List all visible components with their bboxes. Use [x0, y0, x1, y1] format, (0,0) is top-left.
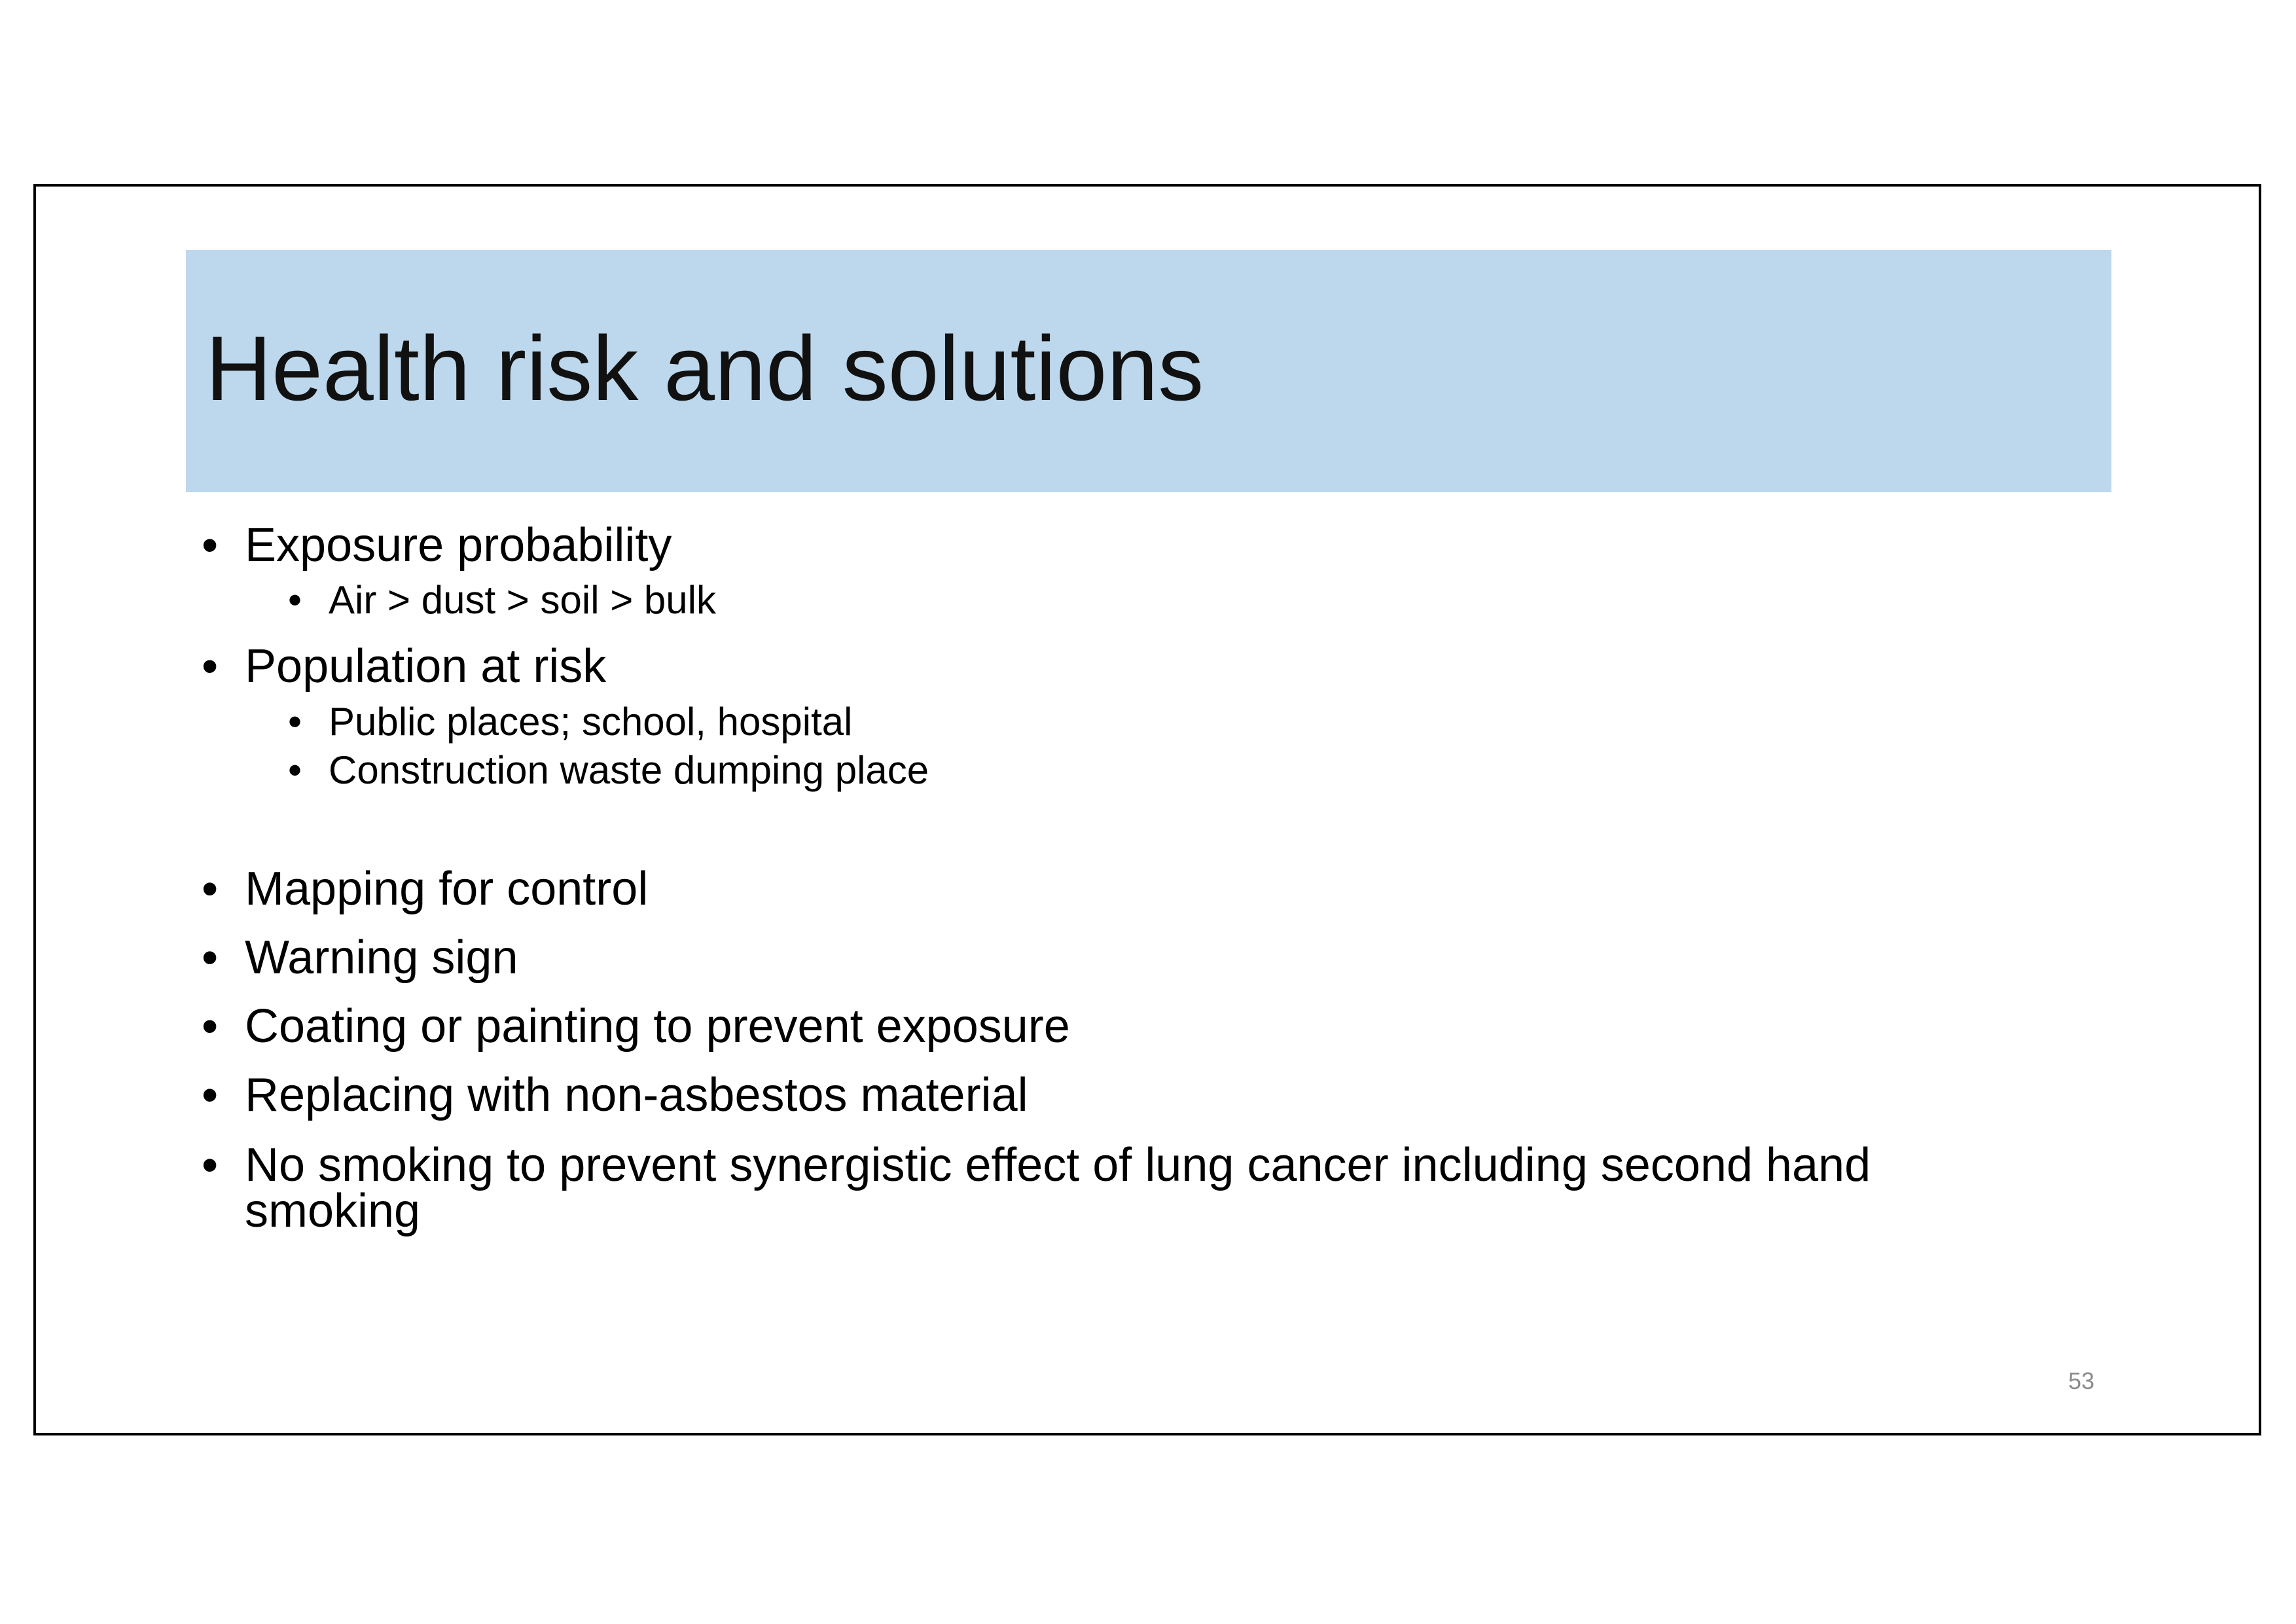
- bullet-exposure-probability: Exposure probability: [245, 519, 672, 571]
- bullet-coating-or-painting: Coating or painting to prevent exposure: [245, 1000, 1070, 1053]
- bullet-icon: •: [202, 863, 219, 915]
- bullet-icon: •: [202, 1069, 219, 1121]
- sub-bullet-construction-waste: Construction waste dumping place: [329, 748, 929, 792]
- bullet-icon: •: [288, 578, 302, 622]
- bullet-icon: •: [202, 1000, 219, 1053]
- bullet-no-smoking-line-2: smoking: [245, 1185, 421, 1237]
- bullet-no-smoking-line-1: No smoking to prevent synergistic effect of lung cancer including second hand: [245, 1139, 1871, 1191]
- bullet-icon: •: [288, 700, 302, 744]
- bullet-icon: •: [202, 931, 219, 984]
- page-number: 53: [2068, 1367, 2094, 1394]
- slide-title: Health risk and solutions: [206, 317, 1204, 420]
- bullet-warning-sign: Warning sign: [245, 931, 518, 984]
- bullet-replacing-material: Replacing with non-asbestos material: [245, 1069, 1028, 1121]
- bullet-icon: •: [202, 1139, 219, 1191]
- bullet-icon: •: [202, 519, 219, 571]
- bullet-icon: •: [288, 748, 302, 792]
- bullet-icon: •: [202, 640, 219, 693]
- bullet-population-at-risk: Population at risk: [245, 640, 607, 693]
- sub-bullet-public-places: Public places; school, hospital: [329, 700, 853, 744]
- sub-bullet-exposure-order: Air > dust > soil > bulk: [329, 578, 716, 622]
- bullet-mapping-for-control: Mapping for control: [245, 863, 649, 915]
